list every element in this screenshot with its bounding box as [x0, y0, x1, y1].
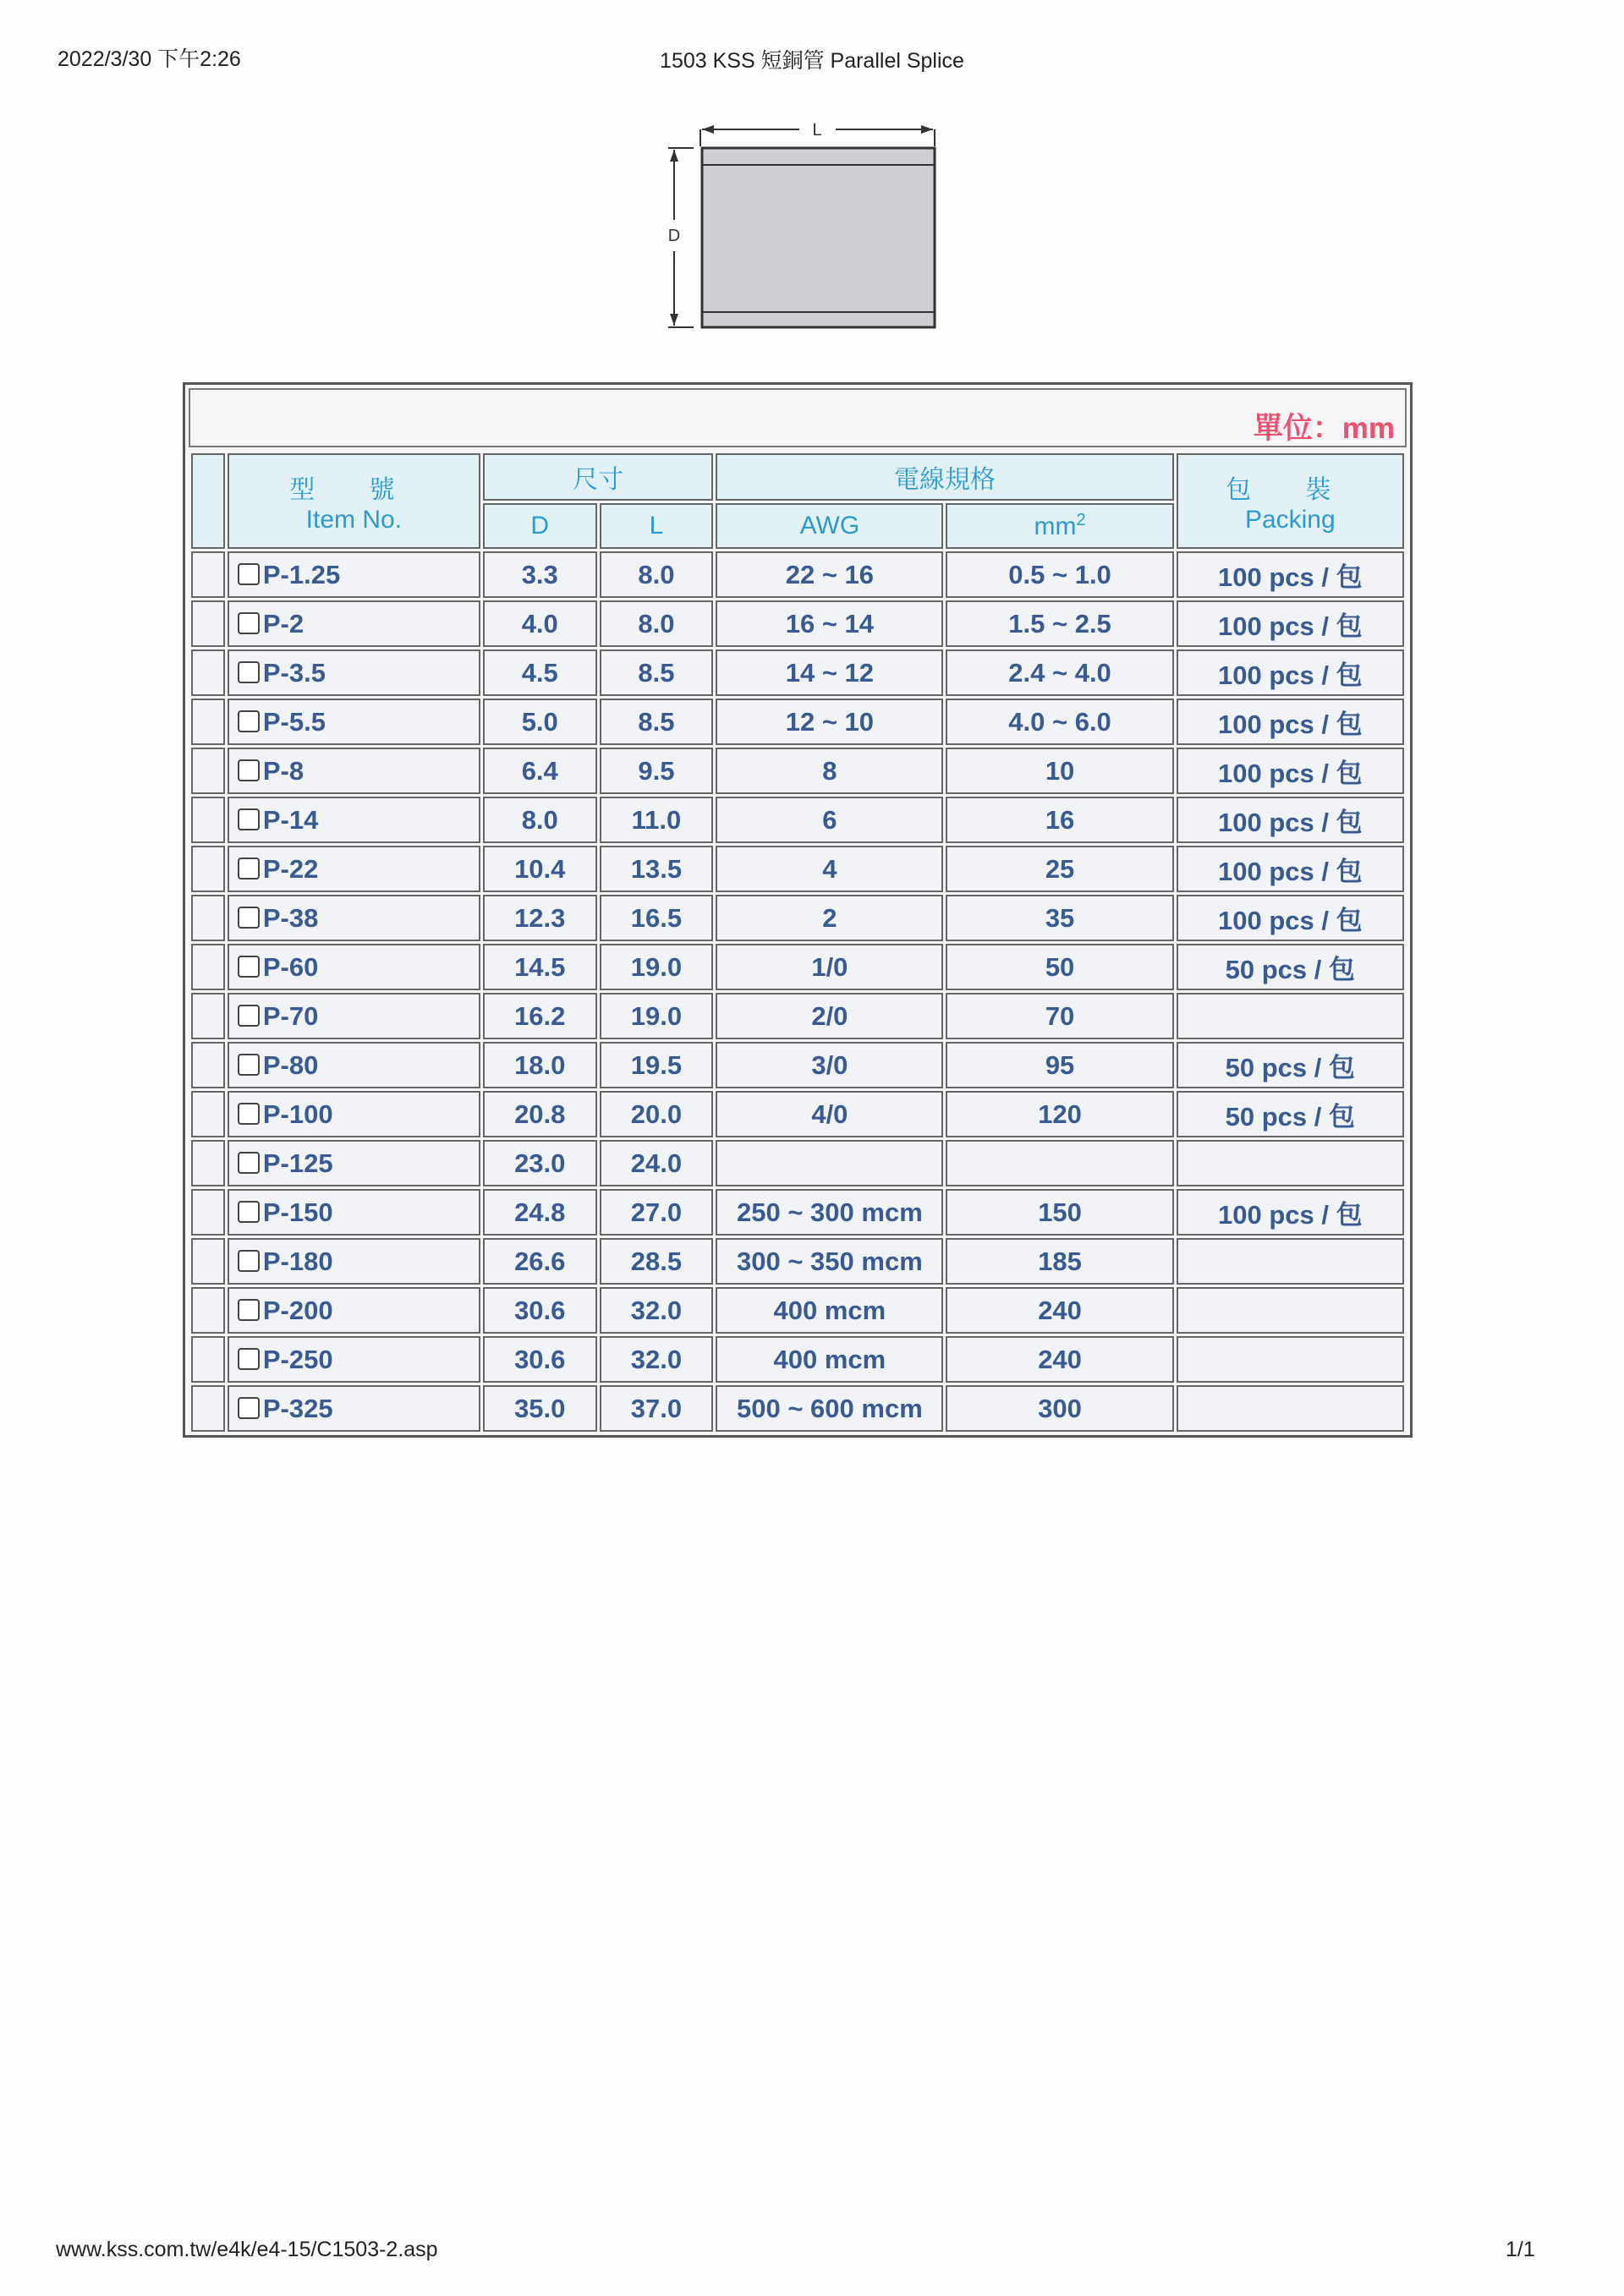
- table-row: [191, 993, 1404, 1039]
- row-checkbox[interactable]: [238, 1201, 260, 1223]
- item-cell[interactable]: [228, 649, 480, 696]
- row-marker: [191, 797, 225, 843]
- row-marker: [191, 1140, 225, 1186]
- l-cell: 28.5: [600, 1238, 714, 1285]
- mm2-cell: 35: [946, 895, 1173, 941]
- select-column-header: [191, 453, 225, 549]
- row-checkbox[interactable]: [238, 956, 260, 978]
- item-cell[interactable]: [228, 846, 480, 892]
- row-checkbox[interactable]: [238, 1103, 260, 1125]
- parallel-splice-table: [189, 451, 1407, 1434]
- table-row: [191, 1042, 1404, 1088]
- l-cell: 9.5: [600, 748, 714, 794]
- item-number: P-200: [262, 1295, 333, 1325]
- table-row: [191, 944, 1404, 990]
- awg-cell: 2: [716, 895, 943, 941]
- item-cell[interactable]: [228, 797, 480, 843]
- l-cell: 11.0: [600, 797, 714, 843]
- row-checkbox[interactable]: [238, 1299, 260, 1321]
- mm2-cell: 0.5 ~ 1.0: [946, 551, 1173, 598]
- mm2-cell: [946, 1140, 1173, 1186]
- packing-cell: 100 pcs / 包: [1177, 1189, 1404, 1236]
- length-label: L: [812, 121, 822, 140]
- diameter-label: D: [667, 227, 681, 245]
- mm2-cell: 25: [946, 846, 1173, 892]
- unit-label: 單位：mm: [1253, 412, 1395, 445]
- row-checkbox[interactable]: [238, 1397, 260, 1419]
- item-number: P-180: [262, 1246, 333, 1276]
- d-cell: 24.8: [483, 1189, 597, 1236]
- l-cell: 8.5: [600, 649, 714, 696]
- l-cell: 20.0: [600, 1091, 714, 1137]
- d-cell: 10.4: [483, 846, 597, 892]
- parallel-splice-diagram-icon: [651, 106, 947, 338]
- packing-cell: 50 pcs / 包: [1177, 944, 1404, 990]
- d-cell: 8.0: [483, 797, 597, 843]
- l-cell: 19.0: [600, 944, 714, 990]
- table-row: [191, 1238, 1404, 1285]
- awg-cell: 4: [716, 846, 943, 892]
- item-cell[interactable]: [228, 944, 480, 990]
- row-marker: [191, 1189, 225, 1236]
- l-cell: 27.0: [600, 1189, 714, 1236]
- item-number: P-2: [262, 608, 304, 638]
- d-cell: 26.6: [483, 1238, 597, 1285]
- item-cell[interactable]: [228, 1385, 480, 1432]
- size-header: 尺寸: [483, 453, 713, 501]
- l-cell: 13.5: [600, 846, 714, 892]
- awg-cell: 14 ~ 12: [716, 649, 943, 696]
- item-cell[interactable]: [228, 1091, 480, 1137]
- d-cell: 5.0: [483, 699, 597, 745]
- awg-cell: 22 ~ 16: [716, 551, 943, 598]
- d-cell: 23.0: [483, 1140, 597, 1186]
- mm2-cell: 1.5 ~ 2.5: [946, 600, 1173, 647]
- d-cell: 20.8: [483, 1091, 597, 1137]
- d-cell: 14.5: [483, 944, 597, 990]
- print-date: 2022/3/30 下午2:26: [58, 47, 241, 71]
- l-cell: 16.5: [600, 895, 714, 941]
- item-header: 型 號 Item No.: [228, 453, 480, 549]
- row-marker: [191, 748, 225, 794]
- l-cell: 19.5: [600, 1042, 714, 1088]
- table-row: [191, 1336, 1404, 1383]
- item-number: P-150: [262, 1197, 333, 1227]
- row-marker: [191, 1238, 225, 1285]
- awg-cell: 300 ~ 350 mcm: [716, 1238, 943, 1285]
- packing-cell: [1177, 1336, 1404, 1383]
- awg-cell: 8: [716, 748, 943, 794]
- l-cell: 24.0: [600, 1140, 714, 1186]
- packing-cell: 50 pcs / 包: [1177, 1091, 1404, 1137]
- item-number: P-325: [262, 1393, 333, 1423]
- packing-cell: 100 pcs / 包: [1177, 699, 1404, 745]
- mm2-header: $mm^2$: [946, 503, 1173, 549]
- item-number: P-38: [262, 902, 319, 933]
- item-cell[interactable]: [228, 748, 480, 794]
- row-marker: [191, 1287, 225, 1334]
- awg-cell: 2/0: [716, 993, 943, 1039]
- mm2-cell: 240: [946, 1336, 1173, 1383]
- packing-cell: 100 pcs / 包: [1177, 748, 1404, 794]
- item-cell[interactable]: [228, 600, 480, 647]
- item-cell[interactable]: [228, 1042, 480, 1088]
- d-cell: 3.3: [483, 551, 597, 598]
- item-number: P-14: [262, 804, 319, 835]
- table-row: [191, 895, 1404, 941]
- row-checkbox[interactable]: [238, 563, 260, 585]
- item-cell[interactable]: [228, 1238, 480, 1285]
- table-row: [191, 649, 1404, 696]
- packing-cell: [1177, 1238, 1404, 1285]
- row-checkbox[interactable]: [238, 1005, 260, 1027]
- packing-cell: 50 pcs / 包: [1177, 1042, 1404, 1088]
- mm2-cell: 4.0 ~ 6.0: [946, 699, 1173, 745]
- item-cell[interactable]: [228, 551, 480, 598]
- d-cell: 35.0: [483, 1385, 597, 1432]
- row-checkbox[interactable]: [238, 1054, 260, 1076]
- item-cell[interactable]: [228, 1336, 480, 1383]
- table-row: [191, 551, 1404, 598]
- wire-spec-header: 電線規格: [716, 453, 1173, 501]
- row-marker: [191, 993, 225, 1039]
- mm2-cell: 120: [946, 1091, 1173, 1137]
- d-header: D: [483, 503, 597, 549]
- row-checkbox[interactable]: [238, 759, 260, 781]
- mm2-cell: 185: [946, 1238, 1173, 1285]
- mm2-cell: 50: [946, 944, 1173, 990]
- item-number: P-60: [262, 951, 319, 982]
- table-row: [191, 600, 1404, 647]
- awg-cell: 400 mcm: [716, 1336, 943, 1383]
- awg-cell: 16 ~ 14: [716, 600, 943, 647]
- mm2-cell: 300: [946, 1385, 1173, 1432]
- packing-cell: 100 pcs / 包: [1177, 551, 1404, 598]
- mm2-cell: 10: [946, 748, 1173, 794]
- page-title: 1503 KSS 短銅管 Parallel Splice: [660, 49, 964, 73]
- row-checkbox[interactable]: [238, 661, 260, 683]
- row-checkbox[interactable]: [238, 612, 260, 634]
- l-cell: 37.0: [600, 1385, 714, 1432]
- row-marker: [191, 1042, 225, 1088]
- row-checkbox[interactable]: [238, 710, 260, 732]
- packing-cell: [1177, 1287, 1404, 1334]
- row-marker: [191, 1336, 225, 1383]
- unit-bar: [189, 388, 1407, 447]
- row-marker: [191, 1091, 225, 1137]
- row-marker: [191, 551, 225, 598]
- row-checkbox[interactable]: [238, 808, 260, 830]
- item-cell[interactable]: [228, 895, 480, 941]
- d-cell: 30.6: [483, 1336, 597, 1383]
- awg-cell: 1/0: [716, 944, 943, 990]
- table-row: [191, 1287, 1404, 1334]
- awg-cell: 3/0: [716, 1042, 943, 1088]
- table-row: [191, 1140, 1404, 1186]
- awg-cell: 400 mcm: [716, 1287, 943, 1334]
- row-checkbox[interactable]: [238, 858, 260, 879]
- mm2-cell: 16: [946, 797, 1173, 843]
- awg-cell: 12 ~ 10: [716, 699, 943, 745]
- row-marker: [191, 699, 225, 745]
- item-cell[interactable]: [228, 1140, 480, 1186]
- table-row: [191, 1189, 1404, 1236]
- row-marker: [191, 649, 225, 696]
- item-number: P-5.5: [262, 706, 326, 737]
- packing-cell: 100 pcs / 包: [1177, 846, 1404, 892]
- item-cell[interactable]: [228, 993, 480, 1039]
- item-cell[interactable]: [228, 1189, 480, 1236]
- item-number: P-8: [262, 755, 304, 786]
- item-number: P-22: [262, 853, 319, 884]
- packing-header: 包 裝 Packing: [1177, 453, 1404, 549]
- packing-cell: 100 pcs / 包: [1177, 600, 1404, 647]
- awg-cell: 4/0: [716, 1091, 943, 1137]
- item-number: P-3.5: [262, 657, 326, 688]
- d-cell: 4.5: [483, 649, 597, 696]
- item-cell[interactable]: [228, 699, 480, 745]
- mm2-cell: 95: [946, 1042, 1173, 1088]
- d-cell: 30.6: [483, 1287, 597, 1334]
- row-marker: [191, 944, 225, 990]
- mm2-cell: 240: [946, 1287, 1173, 1334]
- packing-cell: [1177, 993, 1404, 1039]
- l-cell: 8.0: [600, 551, 714, 598]
- table-row: [191, 1091, 1404, 1137]
- packing-cell: 100 pcs / 包: [1177, 797, 1404, 843]
- mm2-cell: 150: [946, 1189, 1173, 1236]
- page-number: 1/1: [1506, 2238, 1535, 2261]
- d-cell: 18.0: [483, 1042, 597, 1088]
- table-row: [191, 846, 1404, 892]
- item-number: P-70: [262, 1000, 319, 1031]
- item-number: P-250: [262, 1344, 333, 1374]
- packing-cell: 100 pcs / 包: [1177, 649, 1404, 696]
- d-cell: 16.2: [483, 993, 597, 1039]
- item-number: P-1.25: [262, 559, 341, 589]
- l-header: L: [600, 503, 714, 549]
- row-marker: [191, 1385, 225, 1432]
- d-cell: 12.3: [483, 895, 597, 941]
- row-checkbox[interactable]: [238, 1250, 260, 1272]
- awg-cell: 250 ~ 300 mcm: [716, 1189, 943, 1236]
- row-marker: [191, 600, 225, 647]
- row-checkbox[interactable]: [238, 1152, 260, 1174]
- d-cell: 6.4: [483, 748, 597, 794]
- packing-cell: [1177, 1140, 1404, 1186]
- row-marker: [191, 846, 225, 892]
- footer-url: www.kss.com.tw/e4k/e4-15/C1503-2.asp: [56, 2238, 438, 2261]
- l-cell: 32.0: [600, 1336, 714, 1383]
- item-cell[interactable]: [228, 1287, 480, 1334]
- table-row: [191, 699, 1404, 745]
- mm2-cell: 2.4 ~ 4.0: [946, 649, 1173, 696]
- mm2-cell: 70: [946, 993, 1173, 1039]
- d-cell: 4.0: [483, 600, 597, 647]
- table-row: [191, 797, 1404, 843]
- table-row: [191, 748, 1404, 794]
- row-checkbox[interactable]: [238, 907, 260, 929]
- row-marker: [191, 895, 225, 941]
- l-cell: 32.0: [600, 1287, 714, 1334]
- packing-cell: 100 pcs / 包: [1177, 895, 1404, 941]
- spec-table: [183, 382, 1413, 1438]
- item-number: P-100: [262, 1099, 333, 1129]
- awg-cell: 6: [716, 797, 943, 843]
- l-cell: 8.0: [600, 600, 714, 647]
- item-number: P-125: [262, 1148, 333, 1178]
- item-number: P-80: [262, 1049, 319, 1080]
- awg-cell: [716, 1140, 943, 1186]
- l-cell: 8.5: [600, 699, 714, 745]
- table-row: [191, 1385, 1404, 1432]
- row-checkbox[interactable]: [238, 1348, 260, 1370]
- l-cell: 19.0: [600, 993, 714, 1039]
- packing-cell: [1177, 1385, 1404, 1432]
- awg-cell: 500 ~ 600 mcm: [716, 1385, 943, 1432]
- awg-header: AWG: [716, 503, 943, 549]
